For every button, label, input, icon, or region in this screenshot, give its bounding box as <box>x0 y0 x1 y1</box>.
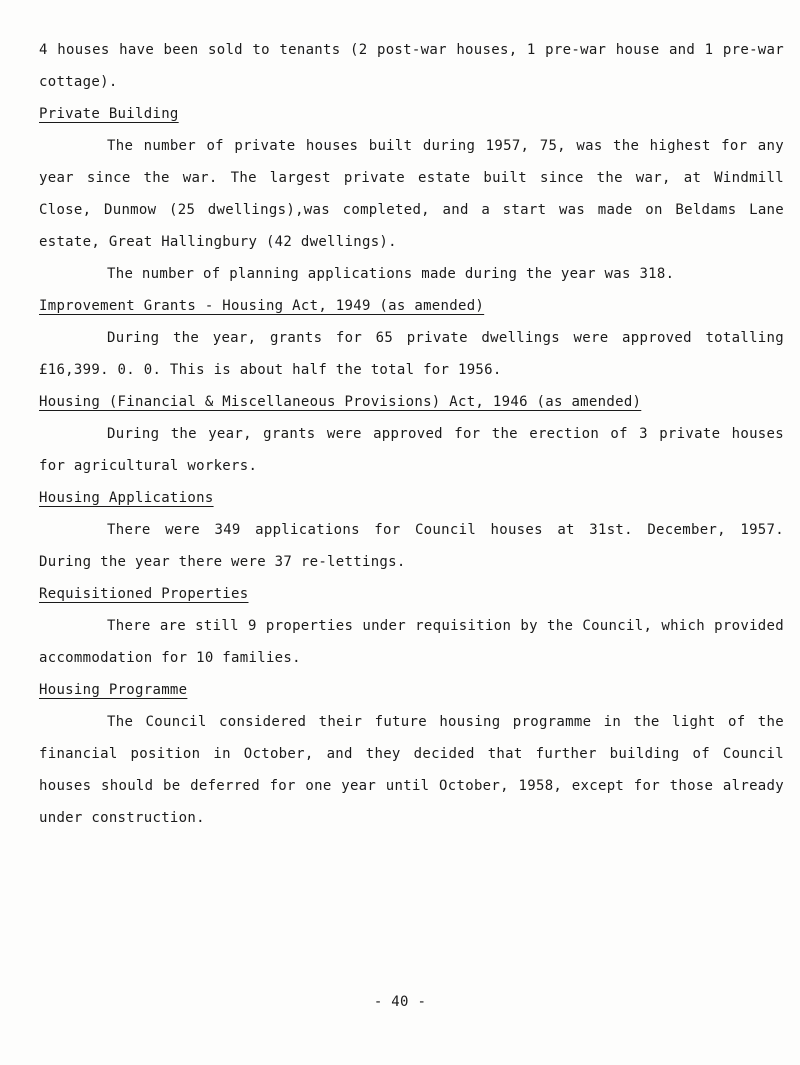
section-heading-housing-programme: Housing Programme <box>39 682 188 698</box>
paragraph-housing-applications: There were 349 applications for Council houses at 31st. December, 1957. During the year there were 37 re-lettings. <box>39 522 784 570</box>
paragraph-improvement-grants: During the year, grants for 65 private dwellings were approved totalling £16,399. 0. 0. This is about half the total for 1956. <box>39 330 784 378</box>
paragraph-housing-programme: The Council considered their future housing programme in the light of the financial position in October, and they decided that further building of Council houses should be deferred for one year until October, 1958, except for those already under construction. <box>39 714 784 826</box>
opening-paragraph: 4 houses have been sold to tenants (2 post-war houses, 1 pre-war house and 1 pre-war cottage). <box>39 42 784 90</box>
section-heading-housing-provisions-act: Housing (Financial & Miscellaneous Provisions) Act, 1946 (as amended) <box>39 394 642 410</box>
paragraph-requisitioned-properties: There are still 9 properties under requisition by the Council, which provided accommodation for 10 families. <box>39 618 784 666</box>
paragraph-agricultural-workers: During the year, grants were approved for the erection of 3 private houses for agricultural workers. <box>39 426 784 474</box>
section-heading-requisitioned-properties: Requisitioned Properties <box>39 586 249 602</box>
section-heading-improvement-grants: Improvement Grants - Housing Act, 1949 (as amended) <box>39 298 485 314</box>
paragraph-planning-applications: The number of planning applications made during the year was 318. <box>107 266 675 282</box>
section-heading-housing-applications: Housing Applications <box>39 490 214 506</box>
paragraph-private-building-houses: The number of private houses built during 1957, 75, was the highest for any year since the war. The largest private estate built since the war, at Windmill Close, Dunmow (25 dwellings),was completed, and a start was made on Beldams Lane estate, Great Hallingbury (42 dwellings). <box>39 138 784 250</box>
document-body <box>39 34 784 834</box>
section-heading-private-building: Private Building <box>39 106 179 122</box>
page-number: - 40 - <box>373 994 427 1010</box>
